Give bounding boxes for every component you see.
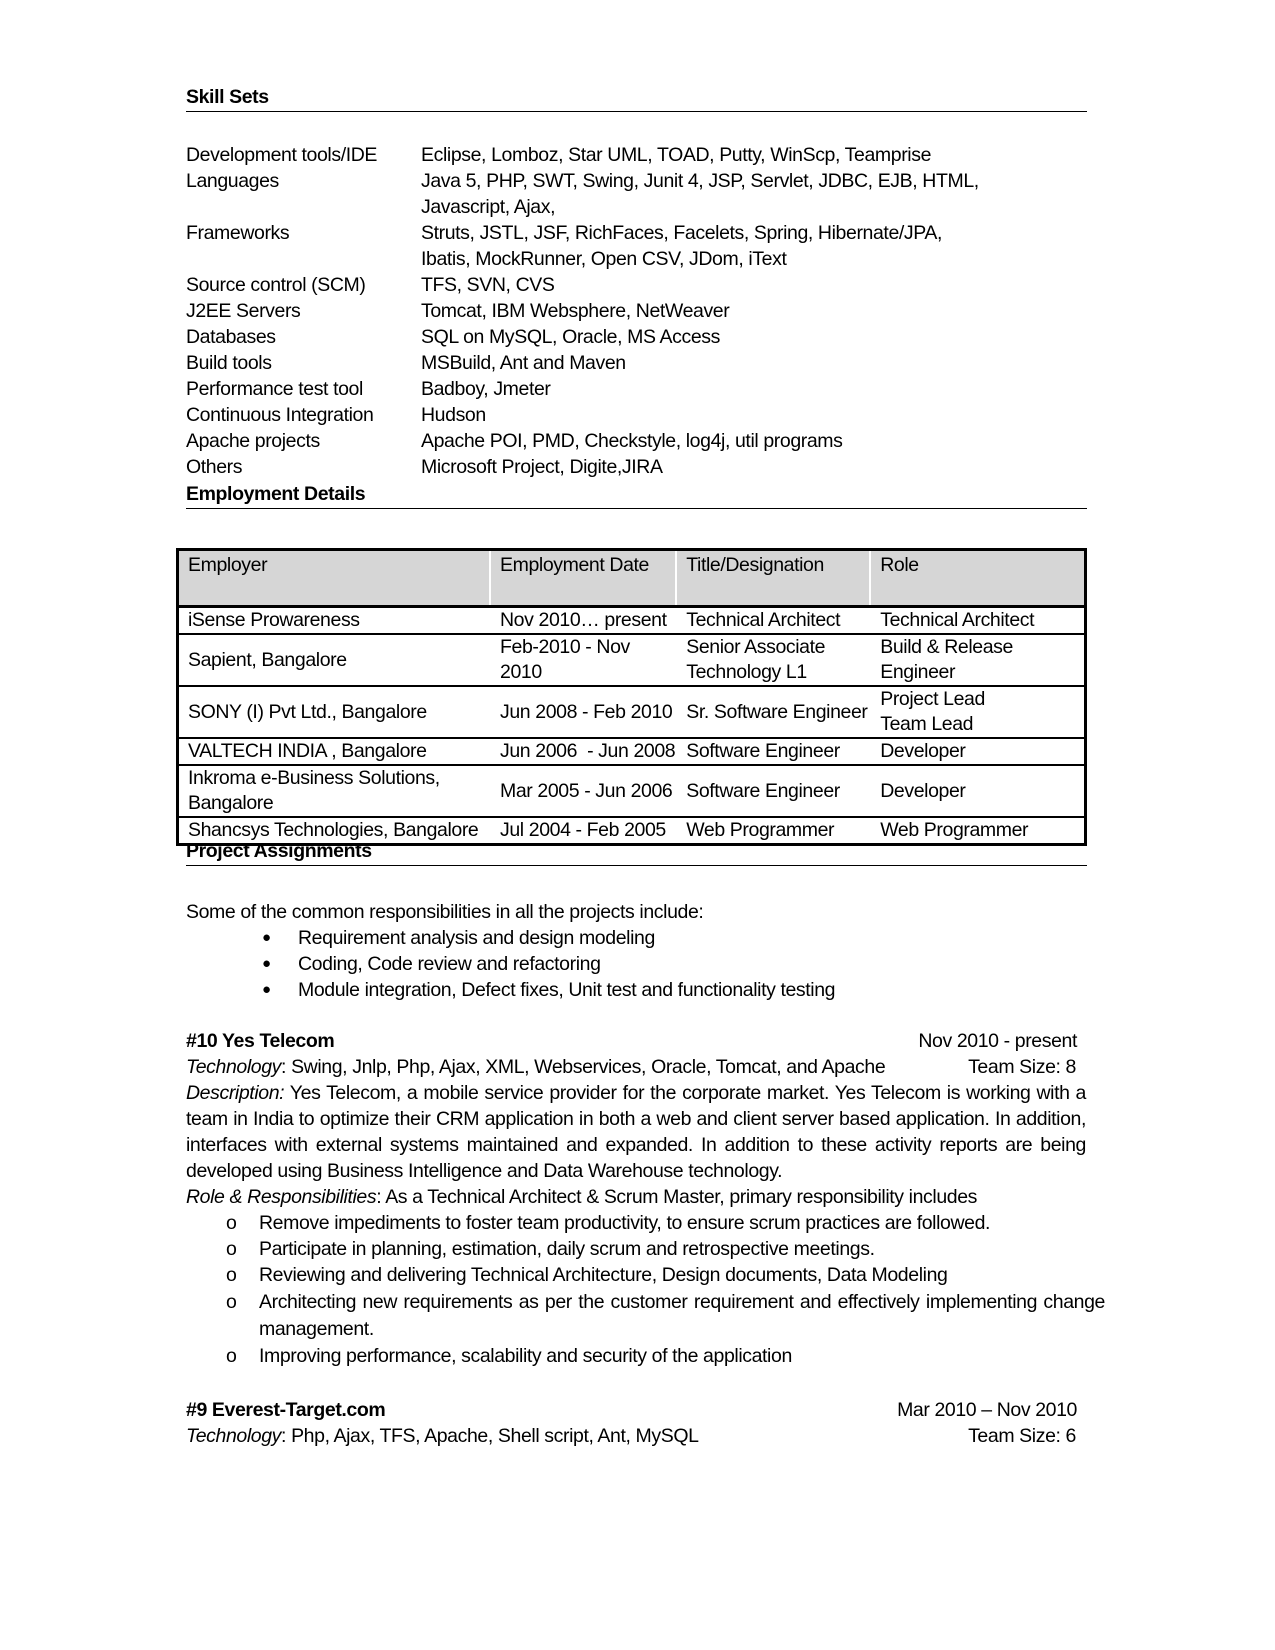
title-cell: Technical Architect <box>676 607 870 635</box>
list-item-text: Coding, Code review and refactoring <box>298 953 601 975</box>
list-item-text: Requirement analysis and design modeling <box>298 927 655 949</box>
skill-value: Hudson <box>421 404 486 426</box>
project-technology <box>186 1054 885 1080</box>
technology-list: : Swing, Jnlp, Php, Ajax, XML, Webservices, Oracle, Tomcat, and Apache <box>281 1056 886 1078</box>
skill-category: Development tools/IDE <box>186 144 378 166</box>
role-line: Project Lead <box>880 688 985 710</box>
skill-category: Apache projects <box>186 430 320 452</box>
date-cell: Feb-2010 - Nov 2010 <box>490 634 676 686</box>
project-team-size: Team Size: 8 <box>968 1056 1076 1078</box>
skill-category: Build tools <box>186 352 272 374</box>
employer-line: Inkroma e-Business Solutions, <box>188 767 440 789</box>
employer-cell: VALTECH INDIA , Bangalore <box>178 738 491 765</box>
skill-category: Performance test tool <box>186 378 363 400</box>
table-row <box>178 738 1086 765</box>
skill-value-continued: Ibatis, MockRunner, Open CSV, JDom, iText <box>421 248 787 270</box>
employer-cell: Shancsys Technologies, Bangalore <box>178 817 491 845</box>
employment-details-heading: Employment Details <box>186 482 1087 509</box>
circle-bullet-icon: o <box>226 1212 237 1234</box>
responsibility-text: Reviewing and delivering Technical Architecture, Design documents, Data Modeling <box>259 1264 948 1286</box>
column-header-role: Role <box>870 550 1085 607</box>
skill-value: Struts, JSTL, JSF, RichFaces, Facelets, Spring, Hibernate/JPA, <box>421 222 943 244</box>
role-cell: Build & Release Engineer <box>870 634 1085 686</box>
skill-category: Others <box>186 456 243 478</box>
role-line: Team Lead <box>880 713 974 735</box>
project-assignments-heading: Project Assignments <box>186 839 1087 866</box>
skill-value: TFS, SVN, CVS <box>421 274 555 296</box>
responsibility-text: management. <box>259 1318 374 1340</box>
column-header-title: Title/Designation <box>676 550 870 607</box>
skill-category: J2EE Servers <box>186 300 301 322</box>
responsibility-text: Improving performance, scalability and security of the application <box>259 1345 792 1367</box>
project-role <box>186 1184 1086 1210</box>
technology-list: : Php, Ajax, TFS, Apache, Shell script, Ant, MySQL <box>281 1425 699 1447</box>
table-row <box>178 607 1086 635</box>
skill-sets-heading: Skill Sets <box>186 85 1087 112</box>
circle-bullet-icon: o <box>226 1238 237 1260</box>
project-title: #10 Yes Telecom <box>186 1030 335 1052</box>
employer-cell <box>178 765 491 817</box>
role-cell: Technical Architect <box>870 607 1085 635</box>
skill-value: Microsoft Project, Digite,JIRA <box>421 456 663 478</box>
skill-category: Frameworks <box>186 222 290 244</box>
skill-value: Eclipse, Lomboz, Star UML, TOAD, Putty, WinScp, Teamprise <box>421 144 932 166</box>
skill-category: Continuous Integration <box>186 404 374 426</box>
role-cell: Web Programmer <box>880 819 1029 841</box>
list-item-text: Module integration, Defect fixes, Unit test and functionality testing <box>298 979 836 1001</box>
title-cell: Software Engineer <box>676 738 870 765</box>
skill-category: Languages <box>186 170 279 192</box>
responsibilities-intro: Some of the common responsibilities in all the projects include: <box>186 901 704 923</box>
project-date: Nov 2010 - present <box>918 1030 1077 1052</box>
role-cell: Developer <box>870 765 1085 817</box>
project-team-size: Team Size: 6 <box>968 1425 1076 1447</box>
title-cell: Software Engineer <box>676 765 870 817</box>
title-cell: Web Programmer <box>676 817 870 845</box>
date-cell: Nov 2010… present <box>490 607 676 635</box>
title-cell: Sr. Software Engineer <box>676 686 870 738</box>
column-header-employment-date: Employment Date <box>490 550 676 607</box>
project-date: Mar 2010 – Nov 2010 <box>897 1399 1077 1421</box>
table-row <box>178 765 1086 817</box>
bullet-icon: ● <box>262 955 271 972</box>
responsibility-text: Remove impediments to foster team productivity, to ensure scrum practices are followed. <box>259 1212 991 1234</box>
skill-value: Apache POI, PMD, Checkstyle, log4j, util programs <box>421 430 843 452</box>
circle-bullet-icon: o <box>226 1291 237 1313</box>
employer-cell: iSense Prowareness <box>178 607 491 635</box>
project-title: #9 Everest-Target.com <box>186 1399 386 1421</box>
skill-value-continued: Javascript, Ajax, <box>421 196 556 218</box>
circle-bullet-icon: o <box>226 1345 237 1367</box>
role-cell <box>870 686 1085 738</box>
date-cell: Jul 2004 - Feb 2005 <box>490 817 676 845</box>
responsibility-text: Participate in planning, estimation, daily scrum and retrospective meetings. <box>259 1238 875 1260</box>
table-row <box>178 686 1086 738</box>
employer-line: Bangalore <box>188 792 274 814</box>
responsibility-text: Architecting new requirements as per the customer requirement and effectively implementing change <box>259 1291 1105 1313</box>
employment-table <box>176 548 1087 846</box>
skill-category: Databases <box>186 326 276 348</box>
role-cell: Developer <box>870 738 1085 765</box>
description-label: Description: <box>186 1082 285 1104</box>
skill-value: SQL on MySQL, Oracle, MS Access <box>421 326 720 348</box>
circle-bullet-icon: o <box>226 1264 237 1286</box>
date-cell: Jun 2006 - Jun 2008 <box>490 738 676 765</box>
employer-cell: SONY (I) Pvt Ltd., Bangalore <box>178 686 491 738</box>
skill-value: Badboy, Jmeter <box>421 378 551 400</box>
role-text: : As a Technical Architect & Scrum Master, primary responsibility includes <box>376 1186 978 1208</box>
table-header-row <box>178 550 1086 607</box>
bullet-icon: ● <box>262 981 271 998</box>
project-technology <box>186 1423 699 1449</box>
column-header-employer: Employer <box>178 550 491 607</box>
project-description <box>186 1080 1086 1184</box>
skill-value: MSBuild, Ant and Maven <box>421 352 626 374</box>
title-line: Senior Associate <box>686 636 826 658</box>
bullet-icon: ● <box>262 929 271 946</box>
skill-category: Source control (SCM) <box>186 274 366 296</box>
date-cell: Jun 2008 - Feb 2010 <box>490 686 676 738</box>
table-row <box>178 634 1086 686</box>
title-line: Technology L1 <box>686 661 807 683</box>
description-text: Yes Telecom, a mobile service provider for the corporate market. Yes Telecom is working with a team in India to optimize their CRM application in both a web and client server based application. In addition, interfaces with external systems maintained and expanded. In addition to these activity reports are being developed using Business Intelligence and Data Warehouse technology. <box>186 1082 1086 1182</box>
date-cell: Mar 2005 - Jun 2006 <box>490 765 676 817</box>
skill-value: Java 5, PHP, SWT, Swing, Junit 4, JSP, Servlet, JDBC, EJB, HTML, <box>421 170 979 192</box>
skill-value: Tomcat, IBM Websphere, NetWeaver <box>421 300 730 322</box>
technology-label: Technology <box>186 1425 282 1447</box>
employer-cell: Sapient, Bangalore <box>178 634 491 686</box>
role-label: Role & Responsibilities <box>186 1186 377 1208</box>
technology-label: Technology <box>186 1056 282 1078</box>
title-cell <box>676 634 870 686</box>
